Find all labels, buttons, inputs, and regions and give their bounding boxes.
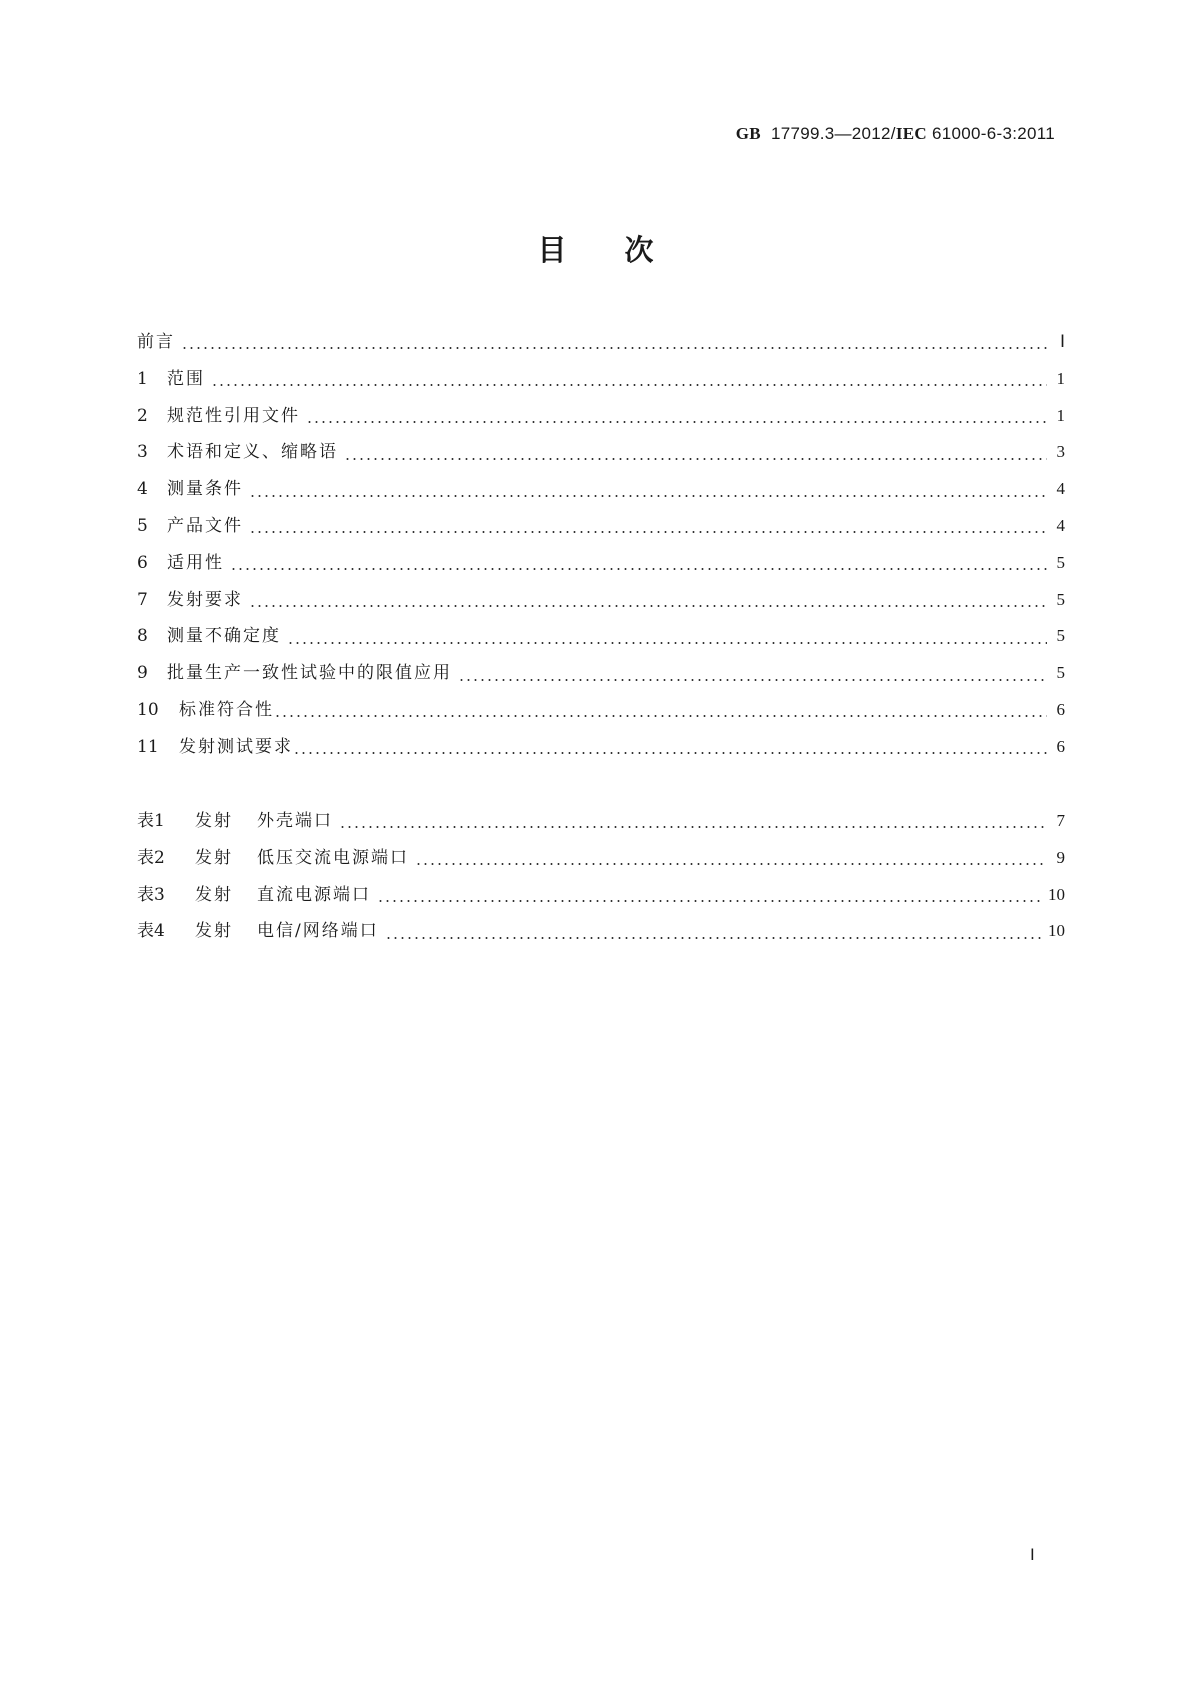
header-gb-number: 17799.3—2012/ <box>770 124 896 143</box>
toc-list <box>137 327 1065 769</box>
toc-label: 前言 <box>137 332 175 352</box>
toc-number: 5 <box>137 515 148 536</box>
toc-label: 产品文件 <box>167 515 243 536</box>
toc-label: 发射测试要求 <box>179 736 293 757</box>
table-page: 9 <box>1056 847 1065 867</box>
header-iec-number: 61000-6-3:2011 <box>932 124 1055 143</box>
toc-number: 9 <box>137 663 148 684</box>
toc-item[interactable] <box>137 732 1065 769</box>
table-item[interactable] <box>137 843 1065 880</box>
dot-leader <box>385 937 1042 939</box>
table-kind: 发射 <box>195 884 233 905</box>
table-label: 低压交流电源端口 <box>257 847 409 868</box>
toc-number: 2 <box>137 405 148 426</box>
toc-number: 1 <box>137 368 148 389</box>
table-list <box>137 806 1065 953</box>
toc-label: 范围 <box>167 368 205 389</box>
toc-item[interactable] <box>137 437 1065 474</box>
toc-item[interactable] <box>137 585 1065 622</box>
toc-item[interactable] <box>137 364 1065 401</box>
table-kind: 发射 <box>195 847 233 868</box>
toc-label: 发射要求 <box>167 589 243 610</box>
toc-label: 测量不确定度 <box>167 626 281 647</box>
toc-page: 4 <box>1056 479 1065 499</box>
table-page: 10 <box>1048 921 1065 941</box>
dot-leader <box>344 458 1047 460</box>
toc-number: 6 <box>137 552 148 573</box>
toc-number: 7 <box>137 589 148 610</box>
toc-label: 规范性引用文件 <box>167 405 300 426</box>
toc-label: 批量生产一致性试验中的限值应用 <box>167 663 452 684</box>
dot-leader <box>339 826 1047 828</box>
table-page: 7 <box>1056 811 1065 830</box>
toc-label: 测量条件 <box>167 479 243 500</box>
toc-item[interactable] <box>137 548 1065 585</box>
dot-leader <box>249 495 1047 497</box>
table-label: 直流电源端口 <box>257 884 371 905</box>
dot-leader <box>274 715 1047 717</box>
table-number: 表3 <box>137 884 165 905</box>
toc-page: 5 <box>1056 663 1065 683</box>
toc-item[interactable] <box>137 474 1065 511</box>
document-code-header <box>736 124 1055 144</box>
toc-page: 3 <box>1056 442 1065 462</box>
dot-leader <box>249 531 1047 533</box>
table-item[interactable] <box>137 916 1065 953</box>
table-page: 10 <box>1048 884 1065 904</box>
table-item[interactable] <box>137 880 1065 917</box>
table-number: 表1 <box>137 811 165 831</box>
toc-label: 术语和定义、缩略语 <box>167 442 338 463</box>
toc-item[interactable] <box>137 695 1065 732</box>
table-number: 表2 <box>137 847 165 868</box>
toc-label: 标准符合性 <box>179 699 274 720</box>
dot-leader <box>458 679 1047 681</box>
toc-page: Ⅰ <box>1059 332 1065 351</box>
dot-leader <box>293 752 1047 754</box>
page-number: Ⅰ <box>1030 1547 1035 1564</box>
toc-page: 5 <box>1056 589 1065 609</box>
toc-item[interactable] <box>137 621 1065 658</box>
dot-leader <box>377 900 1042 902</box>
toc-item[interactable] <box>137 658 1065 695</box>
header-iec: IEC <box>895 124 927 143</box>
toc-page: 1 <box>1056 368 1065 388</box>
toc-number: 3 <box>137 442 148 463</box>
toc-number: 4 <box>137 479 148 500</box>
dot-leader <box>211 384 1047 386</box>
dot-leader <box>181 347 1047 349</box>
table-number: 表4 <box>137 921 165 942</box>
toc-number: 11 <box>137 736 159 757</box>
toc-page: 6 <box>1056 699 1065 719</box>
dot-leader <box>230 568 1047 570</box>
table-item[interactable] <box>137 806 1065 843</box>
dot-leader <box>306 421 1047 423</box>
dot-leader <box>249 605 1047 607</box>
dot-leader <box>287 642 1047 644</box>
toc-page: 1 <box>1056 405 1065 425</box>
toc-label: 适用性 <box>167 552 224 573</box>
toc-page: 5 <box>1056 626 1065 646</box>
header-gb: GB <box>735 124 761 143</box>
toc-number: 10 <box>137 699 159 720</box>
dot-leader <box>415 863 1047 865</box>
table-kind: 发射 <box>195 921 233 942</box>
toc-page: 4 <box>1056 515 1065 535</box>
toc-item[interactable] <box>137 401 1065 438</box>
page-title: 目次 <box>537 233 712 267</box>
table-label: 外壳端口 <box>257 811 333 831</box>
toc-page: 5 <box>1056 552 1065 572</box>
toc-page: 6 <box>1056 736 1065 756</box>
toc-number: 8 <box>137 626 148 647</box>
toc-item-foreword[interactable] <box>137 327 1065 364</box>
table-kind: 发射 <box>195 811 233 831</box>
toc-item[interactable] <box>137 511 1065 548</box>
table-label: 电信/网络端口 <box>257 921 379 942</box>
